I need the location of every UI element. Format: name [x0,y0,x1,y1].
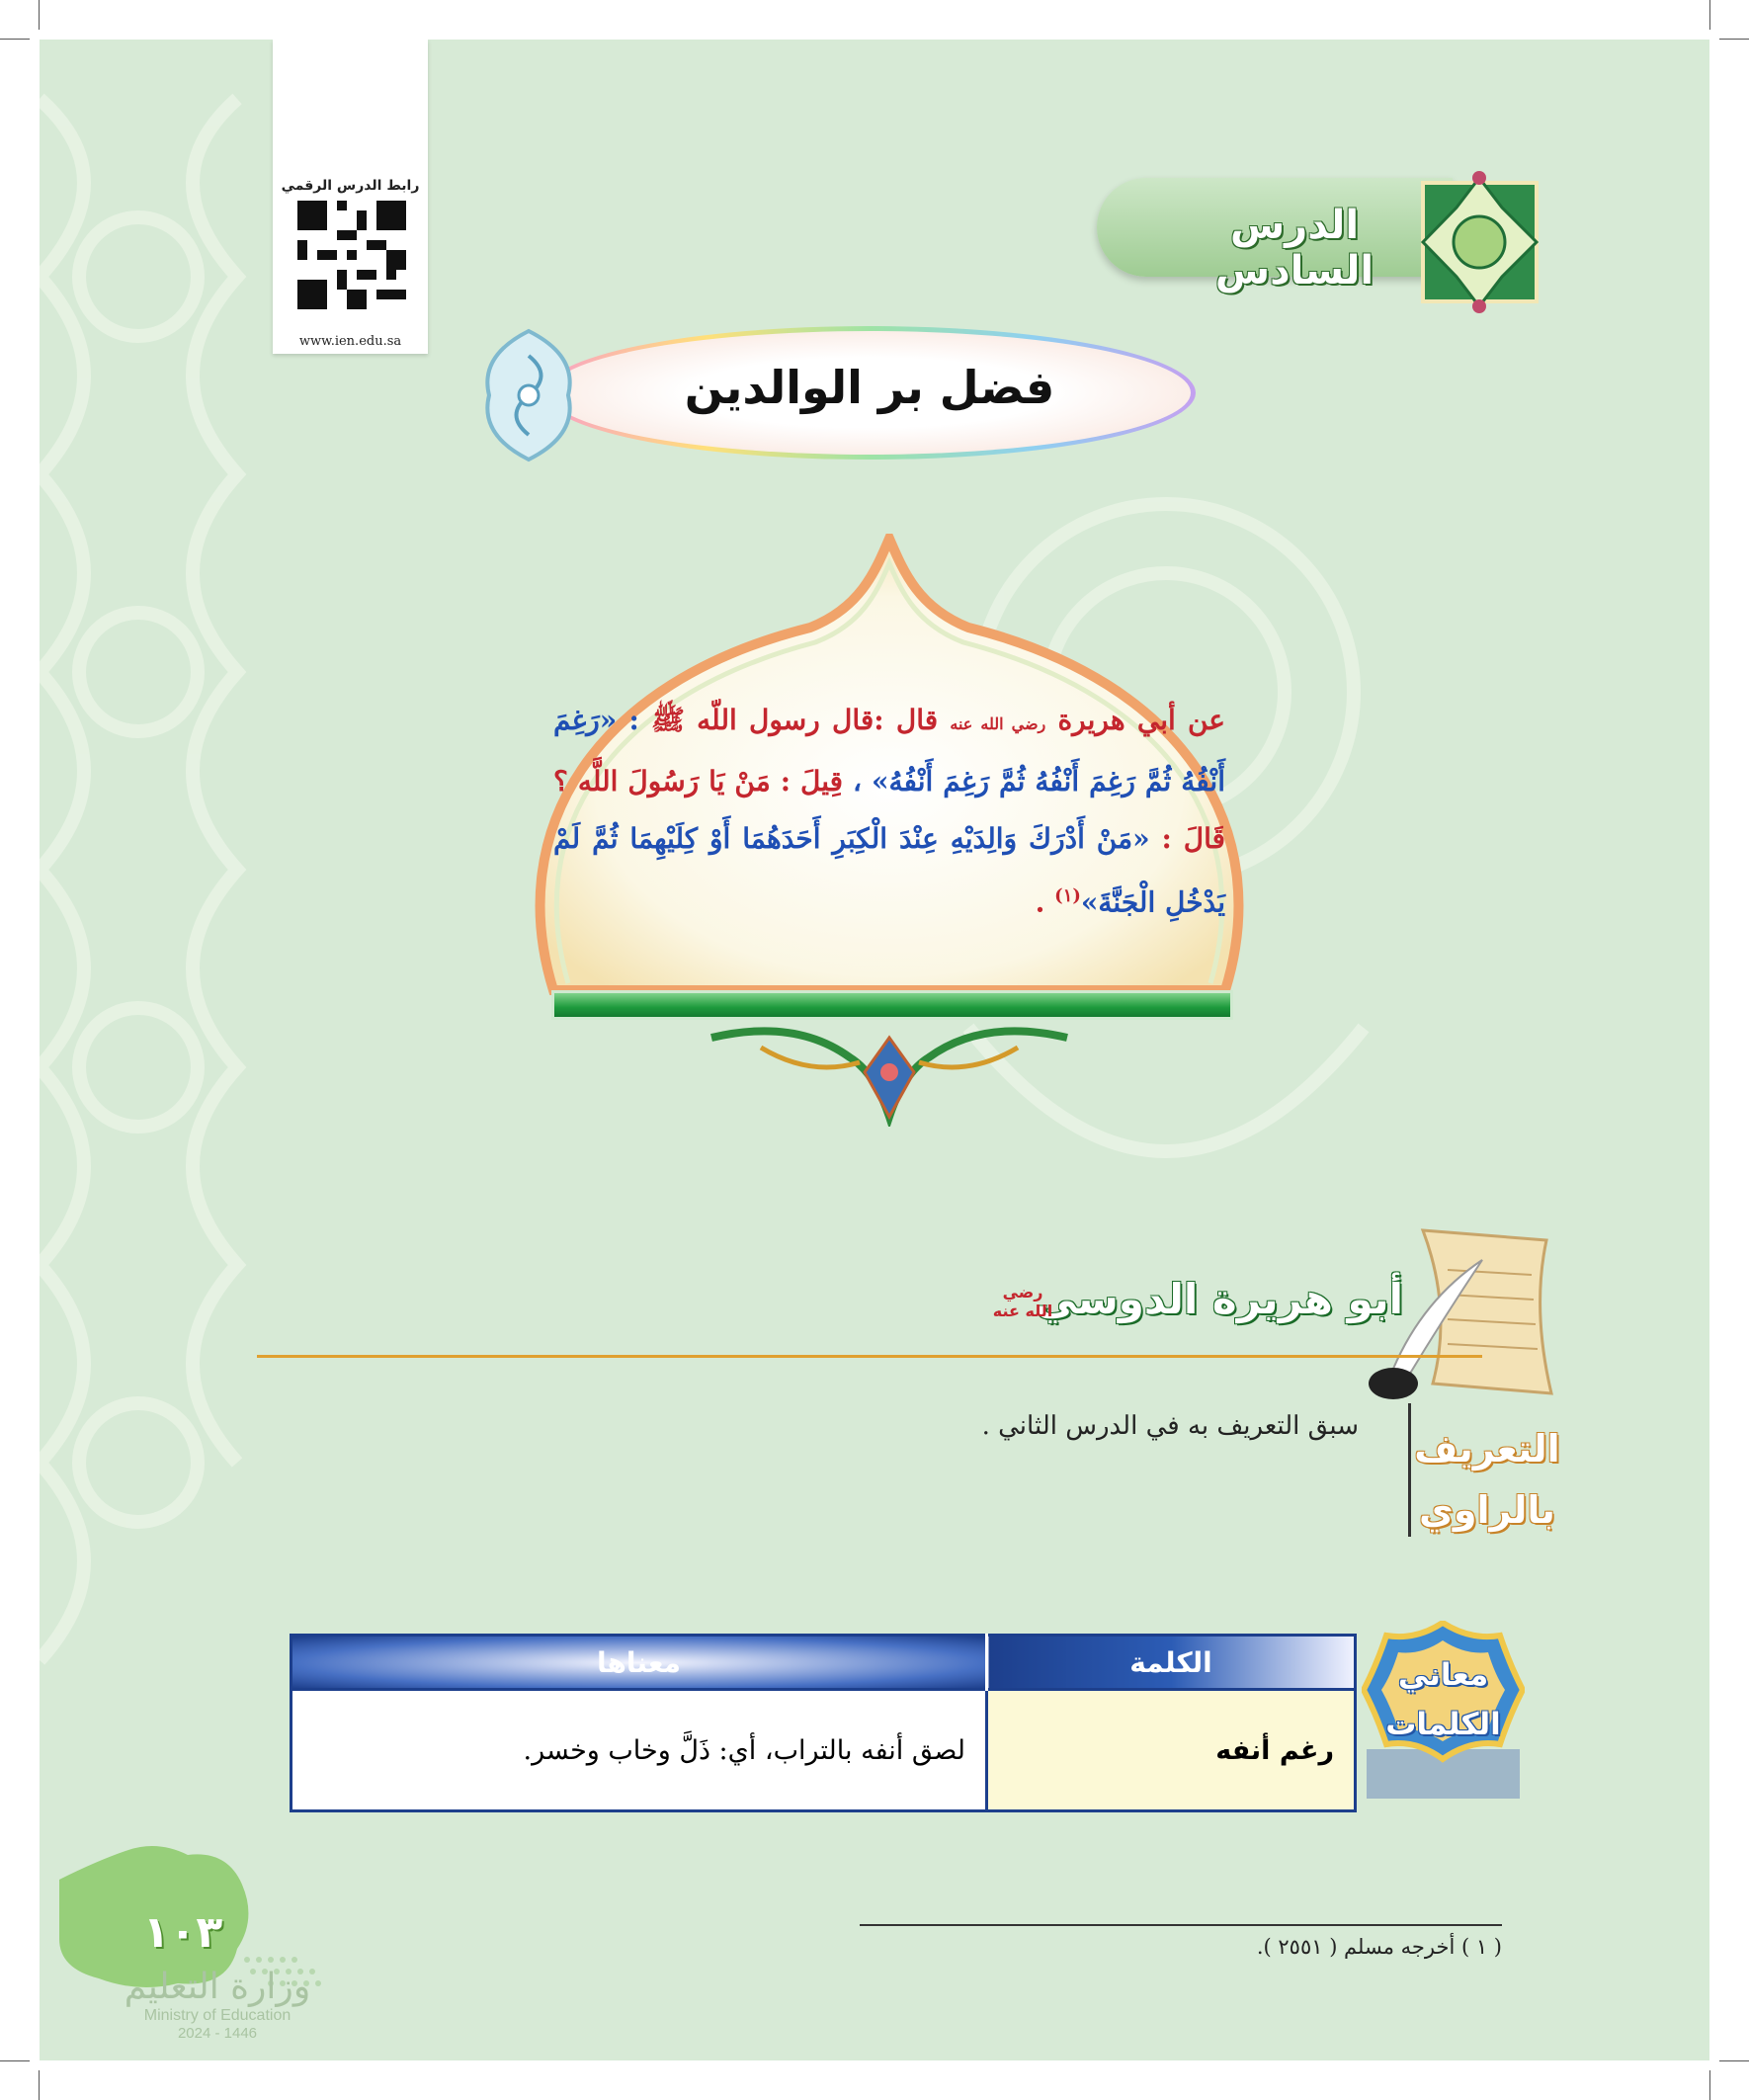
hadith-end: . [1035,885,1045,919]
heading-line-1: التعريف [1414,1427,1560,1470]
salawat-mark: ﷺ [651,704,685,736]
qr-panel[interactable] [273,40,428,354]
table-row [292,1690,1356,1811]
hadith-text [553,692,1225,931]
hadith-said-2: قَالَ : [1161,822,1226,855]
qr-url[interactable]: www.ien.edu.sa [298,334,402,349]
word-cell: رغم أنفه [987,1690,1356,1811]
footnote-divider [860,1924,1502,1926]
meaning-cell: لصق أنفه بالتراب، أي: ذَلَّ وخاب وخسر. [292,1690,987,1811]
dome-base-bar [551,990,1233,1020]
narrator-description: سبق التعريف به في الدرس الثاني . [981,1411,1359,1441]
lesson-label: الدرس السادس [1214,203,1374,294]
floral-ornament-icon [702,1018,1077,1127]
word-meanings-table [290,1634,1357,1812]
crop-mark [0,2060,30,2061]
narrator-name: أبو هريرة الدوسي [1035,1275,1403,1323]
hadith-said: قال :قال [832,704,939,736]
hadith-quote-1: : «رَغِمَ أَنْفُهُ ثُمَّ رَغِمَ أَنْفُهُ ثُمَّ رَغِمَ أَنْفُهُ» ، [553,704,1225,798]
heading-line-2: بالراوي [1419,1488,1555,1532]
ministry-logo [99,1967,336,2042]
lesson-title: فضل بر الوالدين [684,361,1055,414]
crop-mark [1719,2060,1749,2061]
qr-caption: رابط الدرس الرقمي [281,178,420,194]
crop-mark [1709,0,1710,30]
crop-mark [39,0,40,30]
column-header-meaning: معناها [292,1636,987,1690]
footnote-ref[interactable]: (١) [1054,885,1081,906]
crop-mark [0,39,30,40]
honorific-mark: رضي الله عنه [950,714,1046,733]
side-divider [1408,1403,1411,1537]
footnote: ( ١ ) أخرجه مسلم ( ٢٥٥١ ). [1256,1935,1502,1959]
word-meanings-heading [1362,1650,1525,1749]
narrator-section-heading [1413,1418,1561,1541]
crop-mark [39,2070,40,2100]
textbook-page [40,40,1709,2060]
ministry-name-en: Ministry of Education [143,2007,292,2024]
section-divider [257,1355,1482,1358]
hadith-messenger: رسول اللّه [697,704,820,736]
hadith-quote-2: «مَنْ أَدْرَكَ وَالِدَيْهِ عِنْدَ الْكِبَرِ أَحَدَهُمَا أَوْ كِلَيْهِمَا ثُمَّ لَمْ يَدْخُلِ الْجَنَّةَ» [553,822,1225,919]
narrator-honorific: رضي الله عنه [992,1283,1053,1320]
hadith-asked: قِيلَ : مَنْ يَا رَسُولَ اللَّه ؟ [553,765,844,798]
column-header-word: الكلمة [987,1636,1356,1690]
badge-line-2: الكلمات [1385,1707,1501,1742]
ministry-name-ar: وزارة التعليم [124,1967,311,2007]
crop-mark [1709,2070,1710,2100]
page-number: ١٠٣ [142,1907,223,1958]
ministry-year: 2024 - 1446 [177,2025,258,2042]
hadith-intro: عن أبي هريرة [1057,704,1226,736]
qr-code-icon[interactable] [297,201,406,309]
badge-line-1: معاني [1397,1657,1489,1693]
crop-mark [1719,39,1749,40]
